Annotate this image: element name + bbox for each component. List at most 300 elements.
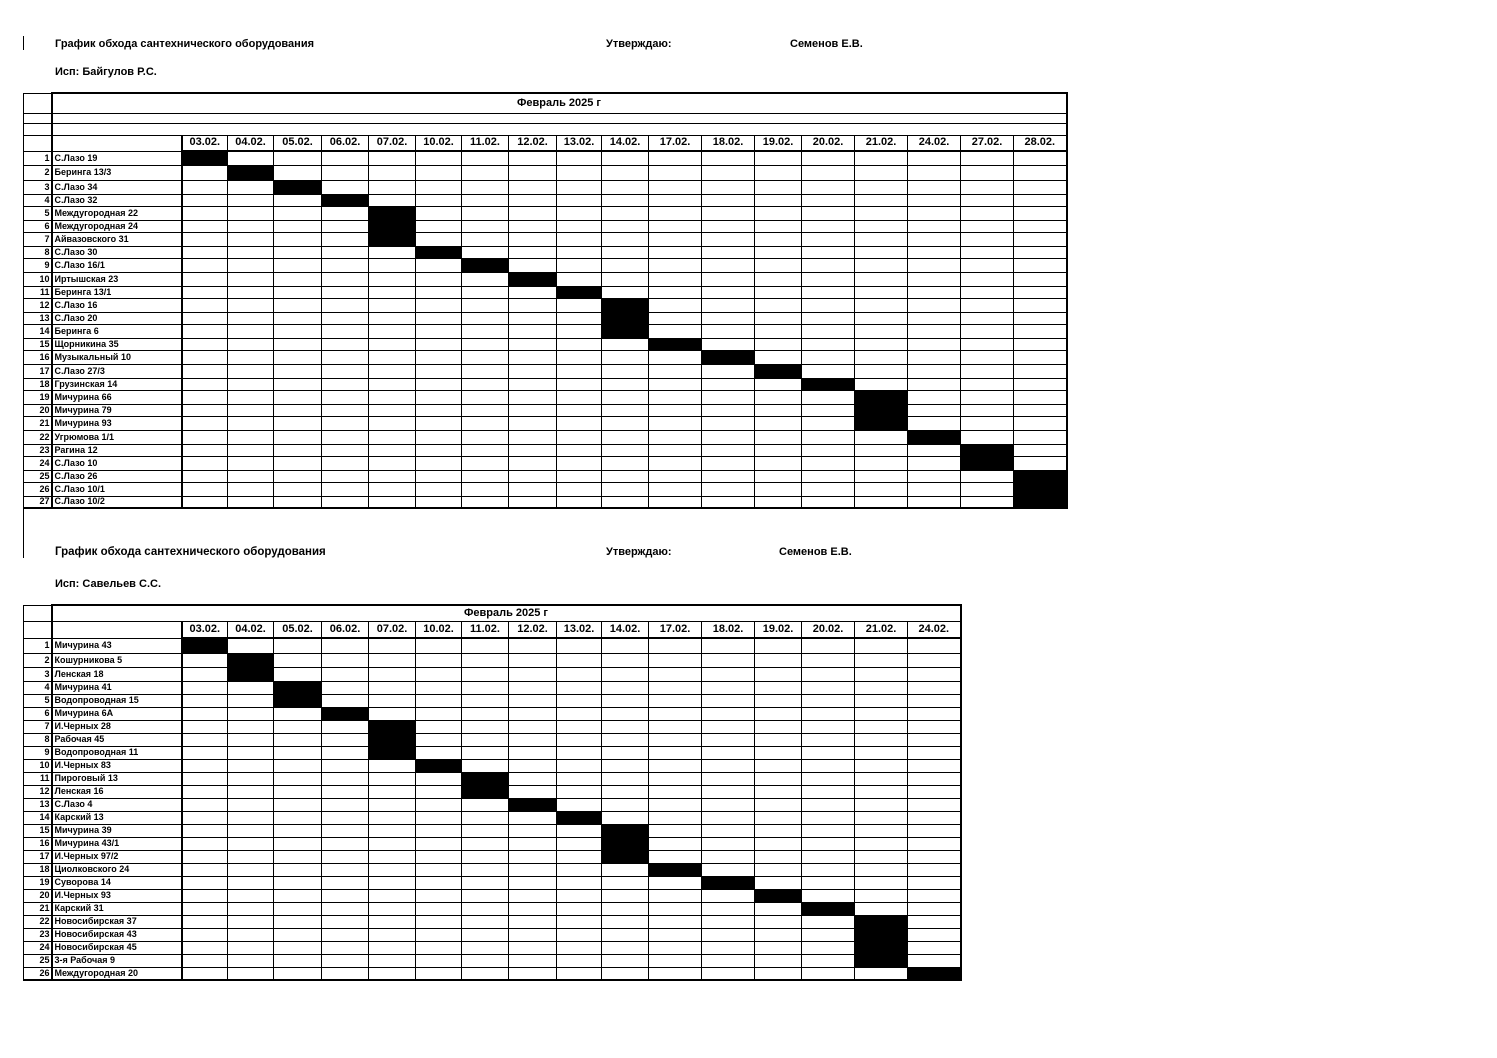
schedule-cell [369,378,416,390]
schedule-cell [182,378,228,390]
schedule-row [24,707,961,720]
schedule-cell [755,694,802,707]
schedule-cell [649,694,702,707]
schedule-cell [369,759,416,772]
schedule-cell [182,967,228,980]
schedule-cell [182,272,228,286]
visit-mark-cell [274,681,322,694]
schedule-cell [416,824,462,837]
visit-mark-cell [369,746,416,759]
date-header: 05.02. [274,135,322,151]
row-number: 24 [24,941,52,954]
schedule-cell [961,206,1014,220]
schedule-cell [855,378,908,390]
schedule-cell [1014,364,1067,378]
schedule-cell [369,272,416,286]
schedule-cell [755,378,802,390]
schedule-cell [369,350,416,364]
date-header: 24.02. [908,621,961,638]
schedule-cell [908,785,961,798]
schedule-row [24,444,1067,456]
schedule-cell [462,338,509,350]
schedule-cell [649,928,702,941]
schedule-cell [462,759,509,772]
schedule-cell [322,954,369,967]
schedule-cell [274,798,322,811]
schedule-cell [649,772,702,785]
schedule-cell [557,720,602,733]
schedule-cell [228,772,274,785]
schedule-cell [1014,151,1067,165]
schedule-cell [509,258,557,272]
schedule-cell [802,298,855,312]
schedule-cell [855,733,908,746]
schedule-cell [602,180,649,194]
schedule-cell [802,165,855,180]
schedule-cell [369,298,416,312]
schedule-cell [228,180,274,194]
schedule-cell [802,272,855,286]
schedule-cell [509,194,557,206]
schedule-cell [416,733,462,746]
schedule-cell [182,404,228,416]
schedule-cell [228,272,274,286]
schedule-cell [702,653,755,667]
header-address-cell [52,135,182,151]
schedule-cell [557,889,602,902]
schedule-row [24,194,1067,206]
schedule-cell [961,232,1014,246]
schedule-cell [649,954,702,967]
schedule-cell [702,496,755,508]
visit-mark-cell [602,312,649,324]
schedule-cell [855,759,908,772]
schedule-cell [369,694,416,707]
date-header: 18.02. [702,135,755,151]
row-number: 9 [24,746,52,759]
left-margin-line [23,36,24,50]
schedule-cell [855,246,908,258]
schedule-cell [702,338,755,350]
schedule-cell [908,824,961,837]
schedule-cell [274,338,322,350]
schedule-cell [802,470,855,482]
row-address: Карский 31 [52,902,182,915]
schedule-cell [702,416,755,430]
schedule-cell [961,350,1014,364]
schedule-cell [855,850,908,863]
schedule-cell [702,456,755,470]
date-header: 21.02. [855,135,908,151]
schedule-cell [755,272,802,286]
schedule-cell [369,863,416,876]
row-number: 27 [24,496,52,508]
schedule-cell [228,941,274,954]
schedule-cell [602,378,649,390]
schedule-cell [509,746,557,759]
schedule-cell [1014,390,1067,404]
visit-mark-cell [182,151,228,165]
schedule-cell [855,286,908,298]
row-number: 21 [24,416,52,430]
schedule-cell [228,889,274,902]
schedule-cell [462,902,509,915]
schedule-cell [802,232,855,246]
schedule-cell [702,258,755,272]
schedule-cell [322,338,369,350]
schedule-cell [462,889,509,902]
schedule-cell [509,954,557,967]
schedule-cell [961,286,1014,298]
schedule-cell [557,272,602,286]
schedule-cell [462,272,509,286]
schedule-cell [702,312,755,324]
month-label: Февраль 2025 г [52,605,961,621]
date-header: 04.02. [228,135,274,151]
date-header: 18.02. [702,621,755,638]
schedule-cell [416,772,462,785]
schedule-cell [462,180,509,194]
schedule-cell [182,720,228,733]
schedule-cell [228,404,274,416]
schedule-cell [1014,220,1067,232]
schedule-cell [557,876,602,889]
schedule-cell [462,312,509,324]
schedule-row [24,272,1067,286]
schedule-cell [509,246,557,258]
schedule-cell [509,390,557,404]
schedule-cell [509,312,557,324]
schedule-cell [802,430,855,444]
schedule-cell [274,430,322,444]
schedule-cell [908,378,961,390]
schedule-cell [322,681,369,694]
schedule-cell [602,785,649,798]
schedule-cell [228,638,274,653]
schedule-cell [462,850,509,863]
schedule-cell [961,246,1014,258]
schedule-cell [602,902,649,915]
schedule-row [24,482,1067,496]
schedule-cell [855,824,908,837]
schedule-cell [557,338,602,350]
schedule-cell [322,298,369,312]
row-address: Рабочая 45 [52,733,182,746]
schedule-cell [802,746,855,759]
schedule-cell [855,206,908,220]
row-address: И.Черных 83 [52,759,182,772]
schedule-cell [1014,232,1067,246]
schedule1-approve-label: Утверждаю: [606,38,672,50]
schedule-cell [855,350,908,364]
schedule-cell [755,653,802,667]
visit-mark-cell [855,928,908,941]
visit-mark-cell [416,246,462,258]
schedule-cell [755,876,802,889]
schedule-cell [462,444,509,456]
schedule-cell [908,220,961,232]
schedule-cell [802,954,855,967]
schedule-row [24,681,961,694]
schedule-cell [855,165,908,180]
visit-mark-cell [322,707,369,720]
schedule-cell [182,798,228,811]
schedule-cell [802,286,855,298]
schedule-cell [274,272,322,286]
schedule-cell [416,206,462,220]
schedule-cell [557,404,602,416]
schedule-cell [649,165,702,180]
schedule-cell [802,772,855,785]
schedule-cell [462,954,509,967]
schedule-cell [557,941,602,954]
row-number: 23 [24,444,52,456]
date-header: 24.02. [908,135,961,151]
schedule-cell [602,928,649,941]
schedule-cell [182,258,228,272]
schedule-row [24,876,961,889]
row-number: 18 [24,378,52,390]
schedule-cell [602,759,649,772]
schedule-cell [1014,324,1067,338]
schedule-cell [855,312,908,324]
schedule-cell [702,667,755,681]
schedule-cell [369,470,416,482]
schedule-cell [182,364,228,378]
schedule-cell [416,444,462,456]
schedule-cell [649,246,702,258]
row-number: 2 [24,165,52,180]
schedule-cell [416,915,462,928]
visit-mark-cell [369,232,416,246]
schedule-cell [702,772,755,785]
schedule-cell [908,928,961,941]
schedule-cell [908,667,961,681]
row-number: 13 [24,798,52,811]
schedule-cell [702,941,755,954]
row-number: 25 [24,954,52,967]
schedule-cell [1014,286,1067,298]
schedule-cell [509,681,557,694]
schedule-cell [649,430,702,444]
header-num-cell [24,605,52,621]
schedule-cell [755,954,802,967]
schedule-cell [509,470,557,482]
schedule-cell [509,482,557,496]
visit-mark-cell [802,902,855,915]
schedule-cell [416,746,462,759]
schedule-row [24,889,961,902]
schedule-cell [462,824,509,837]
schedule-cell [908,707,961,720]
schedule-cell [908,638,961,653]
schedule-cell [416,785,462,798]
schedule-cell [855,694,908,707]
schedule-cell [702,324,755,338]
schedule-cell [557,390,602,404]
schedule-cell [416,902,462,915]
header-num-cell [24,621,52,638]
row-number: 15 [24,824,52,837]
schedule-cell [802,364,855,378]
schedule-cell [182,772,228,785]
schedule-cell [228,430,274,444]
schedule-cell [855,837,908,850]
schedule-cell [908,811,961,824]
schedule-cell [274,954,322,967]
schedule-cell [228,194,274,206]
schedule-cell [649,746,702,759]
row-address: Междугородная 24 [52,220,182,232]
schedule-cell [802,798,855,811]
schedule-cell [182,194,228,206]
schedule-cell [182,444,228,456]
schedule-cell [802,694,855,707]
schedule-cell [509,496,557,508]
schedule-row [24,430,1067,444]
schedule-cell [755,638,802,653]
schedule-cell [416,941,462,954]
schedule-cell [802,416,855,430]
schedule-cell [908,915,961,928]
schedule-cell [369,194,416,206]
schedule-row [24,180,1067,194]
schedule-cell [802,850,855,863]
schedule-cell [509,638,557,653]
schedule-cell [322,746,369,759]
schedule-cell [1014,350,1067,364]
schedule-cell [702,837,755,850]
row-number: 21 [24,902,52,915]
schedule-cell [228,863,274,876]
schedule-cell [416,967,462,980]
schedule-row [24,258,1067,272]
schedule-cell [802,653,855,667]
schedule-cell [649,733,702,746]
schedule-cell [462,496,509,508]
schedule-cell [369,653,416,667]
schedule-cell [855,667,908,681]
row-number: 7 [24,720,52,733]
schedule-cell [802,638,855,653]
schedule-cell [509,720,557,733]
schedule-row [24,416,1067,430]
schedule-cell [182,928,228,941]
schedule-cell [509,889,557,902]
schedule-cell [702,220,755,232]
schedule-cell [462,470,509,482]
schedule-cell [702,286,755,298]
schedule-cell [509,456,557,470]
schedule-cell [228,694,274,707]
visit-mark-cell [649,338,702,350]
schedule-cell [274,811,322,824]
schedule-cell [802,759,855,772]
schedule-cell [274,941,322,954]
visit-mark-cell [1014,482,1067,496]
schedule-cell [228,151,274,165]
schedule-row [24,667,961,681]
schedule-cell [369,482,416,496]
schedule-cell [702,444,755,456]
schedule-cell [602,720,649,733]
schedule-row [24,350,1067,364]
schedule-cell [908,772,961,785]
visit-mark-cell [855,390,908,404]
schedule-cell [509,850,557,863]
month-row [24,93,1067,113]
schedule-cell [602,707,649,720]
schedule-cell [755,720,802,733]
schedule-cell [462,694,509,707]
schedule-cell [961,390,1014,404]
schedule-cell [369,456,416,470]
visit-mark-cell [908,430,961,444]
schedule-cell [322,638,369,653]
schedule-cell [509,837,557,850]
schedule-cell [908,246,961,258]
schedule-cell [322,246,369,258]
schedule-cell [802,482,855,496]
schedule-cell [369,915,416,928]
schedule-cell [182,902,228,915]
schedule-cell [802,785,855,798]
row-address: С.Лазо 10/1 [52,482,182,496]
schedule-cell [322,863,369,876]
schedule-cell [322,390,369,404]
schedule-cell [702,482,755,496]
schedule-cell [702,404,755,416]
schedule-cell [602,915,649,928]
month-label: Февраль 2025 г [52,93,1067,113]
date-header: 06.02. [322,621,369,638]
schedule-cell [602,967,649,980]
schedule-cell [755,194,802,206]
schedule-cell [228,258,274,272]
schedule-cell [855,876,908,889]
schedule-cell [1014,430,1067,444]
schedule-cell [416,272,462,286]
schedule-cell [649,206,702,220]
schedule-cell [802,876,855,889]
schedule-cell [369,772,416,785]
row-number: 11 [24,772,52,785]
schedule-row [24,941,961,954]
schedule-cell [509,404,557,416]
date-header: 19.02. [755,621,802,638]
schedule-cell [602,151,649,165]
schedule-cell [274,496,322,508]
schedule-cell [649,496,702,508]
schedule-cell [322,667,369,681]
row-address: Новосибирская 37 [52,915,182,928]
schedule-cell [369,850,416,863]
schedule-cell [602,404,649,416]
schedule-cell [274,720,322,733]
schedule-cell [755,246,802,258]
schedule-cell [908,496,961,508]
row-address: Грузинская 14 [52,378,182,390]
schedule-cell [602,667,649,681]
schedule-cell [755,496,802,508]
schedule-cell [228,915,274,928]
schedule-cell [649,720,702,733]
schedule-cell [755,785,802,798]
schedule-cell [649,638,702,653]
schedule-cell [557,258,602,272]
row-address: Музыкальный 10 [52,350,182,364]
schedule-cell [228,456,274,470]
